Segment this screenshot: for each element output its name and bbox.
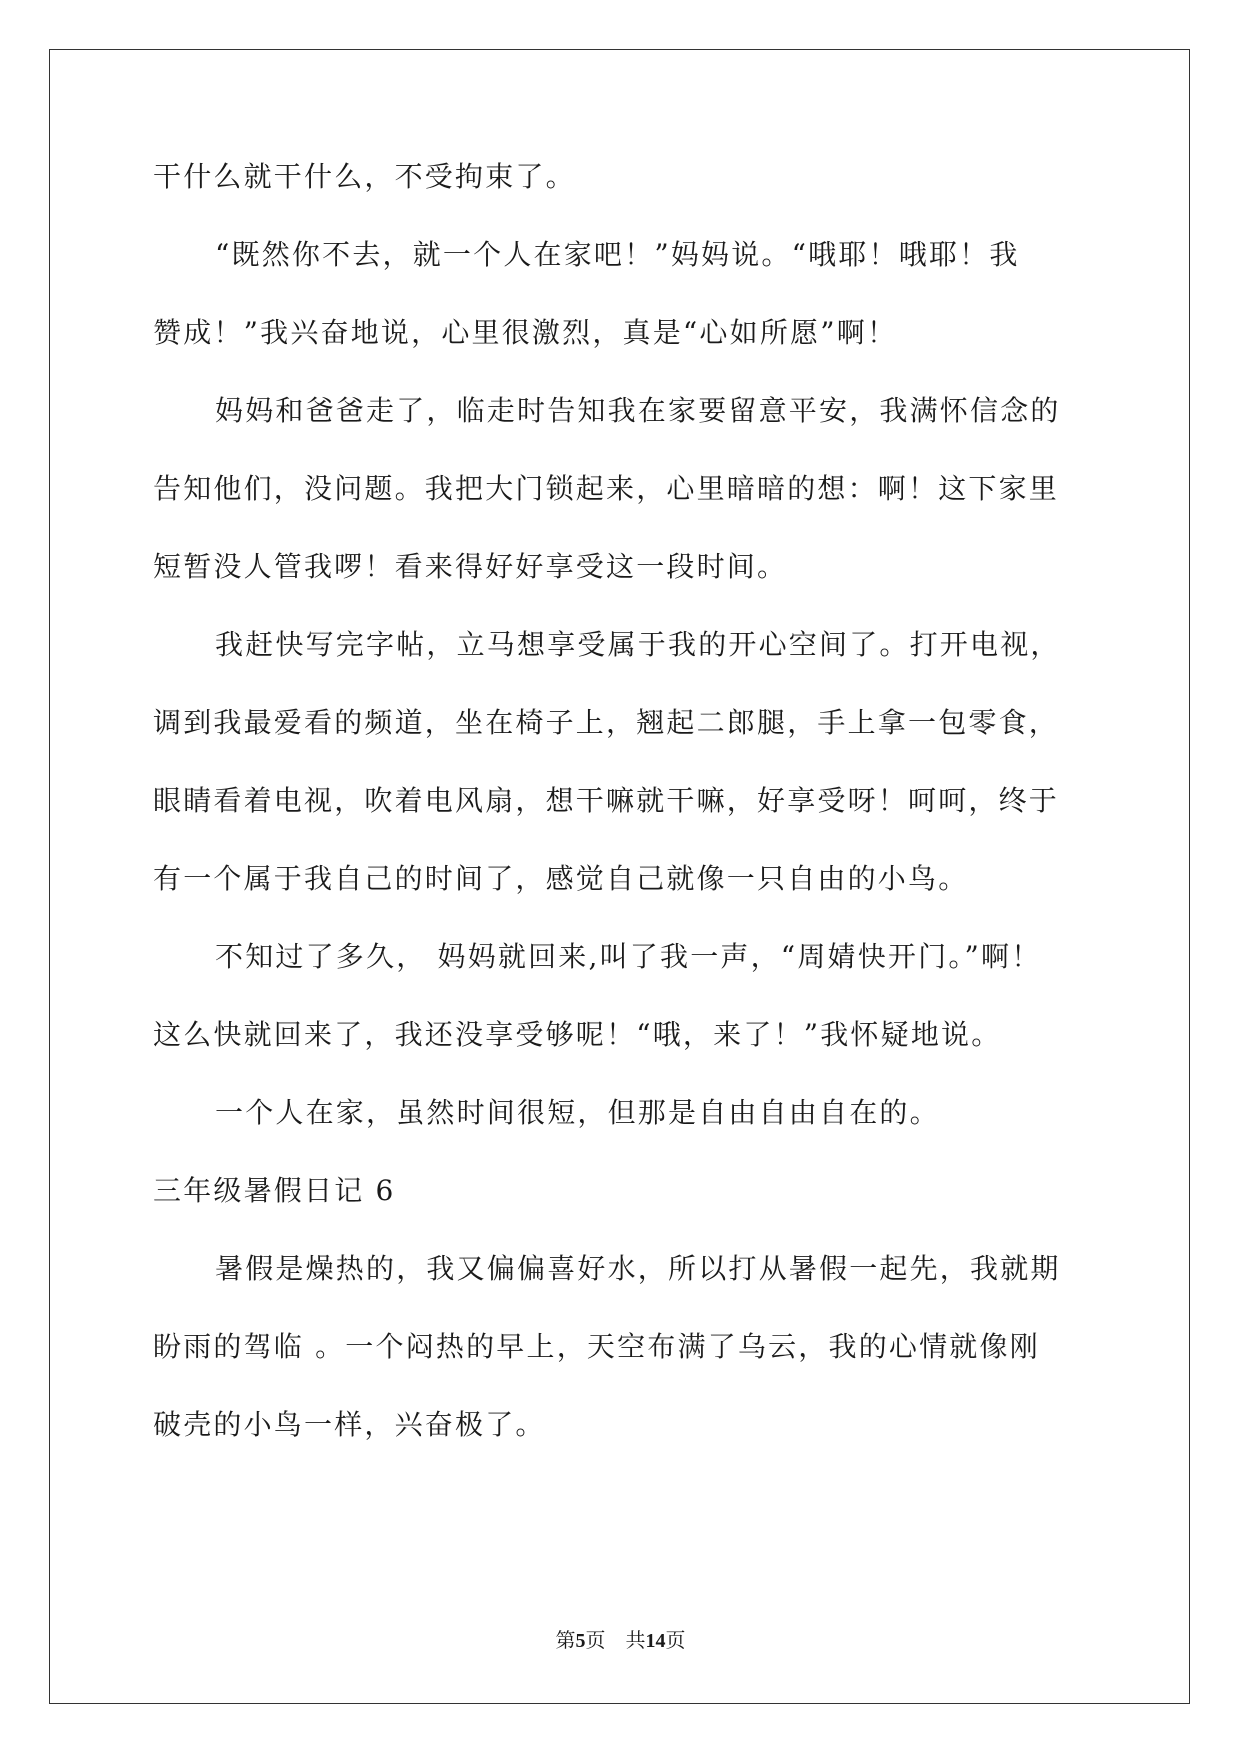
text-line: 不知过了多久， 妈妈就回来,叫了我一声，“周婧快开门。”啊！ (215, 940, 1042, 973)
text-line: 干什么就干什么，不受拘束了。 (153, 160, 576, 193)
text-line: 我赶快写完字帖，立马想享受属于我的开心空间了。打开电视， (215, 628, 1061, 661)
text-line: 这么快就回来了，我还没享受够呢！“哦，来了！”我怀疑地说。 (153, 1018, 1002, 1051)
text-line: 赞成！”我兴奋地说，心里很激烈，真是“心如所愿”啊！ (153, 316, 898, 349)
text-line: 眼睛看着电视，吹着电风扇，想干嘛就干嘛，好享受呀！呵呵，终于 (153, 784, 1060, 817)
text-line: 有一个属于我自己的时间了，感觉自己就像一只自由的小鸟。 (153, 862, 969, 895)
text-line: 告知他们，没问题。我把大门锁起来，心里暗暗的想：啊！这下家里 (153, 472, 1060, 505)
footer-prefix: 第 (555, 1630, 576, 1652)
text-line: 妈妈和爸爸走了，临走时告知我在家要留意平安，我满怀信念的 (215, 394, 1061, 427)
current-page-number: 5 (575, 1630, 586, 1652)
section-heading: 三年级暑假日记 6 (153, 1174, 396, 1207)
page-footer (0, 1624, 1241, 1653)
text-line: 暑假是燥热的，我又偏偏喜好水，所以打从暑假一起先，我就期 (215, 1252, 1061, 1285)
text-line: 盼雨的驾临 。一个闷热的早上，天空布满了乌云，我的心情就像刚 (153, 1330, 1040, 1363)
text-line: 一个人在家，虽然时间很短，但那是自由自由自在的。 (215, 1096, 940, 1129)
document-body (153, 160, 1088, 1486)
footer-suffix: 页 (665, 1630, 686, 1652)
text-line: 破壳的小鸟一样，兴奋极了。 (153, 1408, 546, 1441)
text-line: 短暂没人管我啰！看来得好好享受这一段时间。 (153, 550, 788, 583)
total-pages-number: 14 (645, 1630, 666, 1652)
text-line: 调到我最爱看的频道，坐在椅子上，翘起二郎腿，手上拿一包零食， (153, 706, 1060, 739)
footer-middle: 页 共 (585, 1630, 646, 1652)
text-line: “既然你不去，就一个人在家吧！”妈妈说。“哦耶！哦耶！我 (215, 238, 1020, 271)
